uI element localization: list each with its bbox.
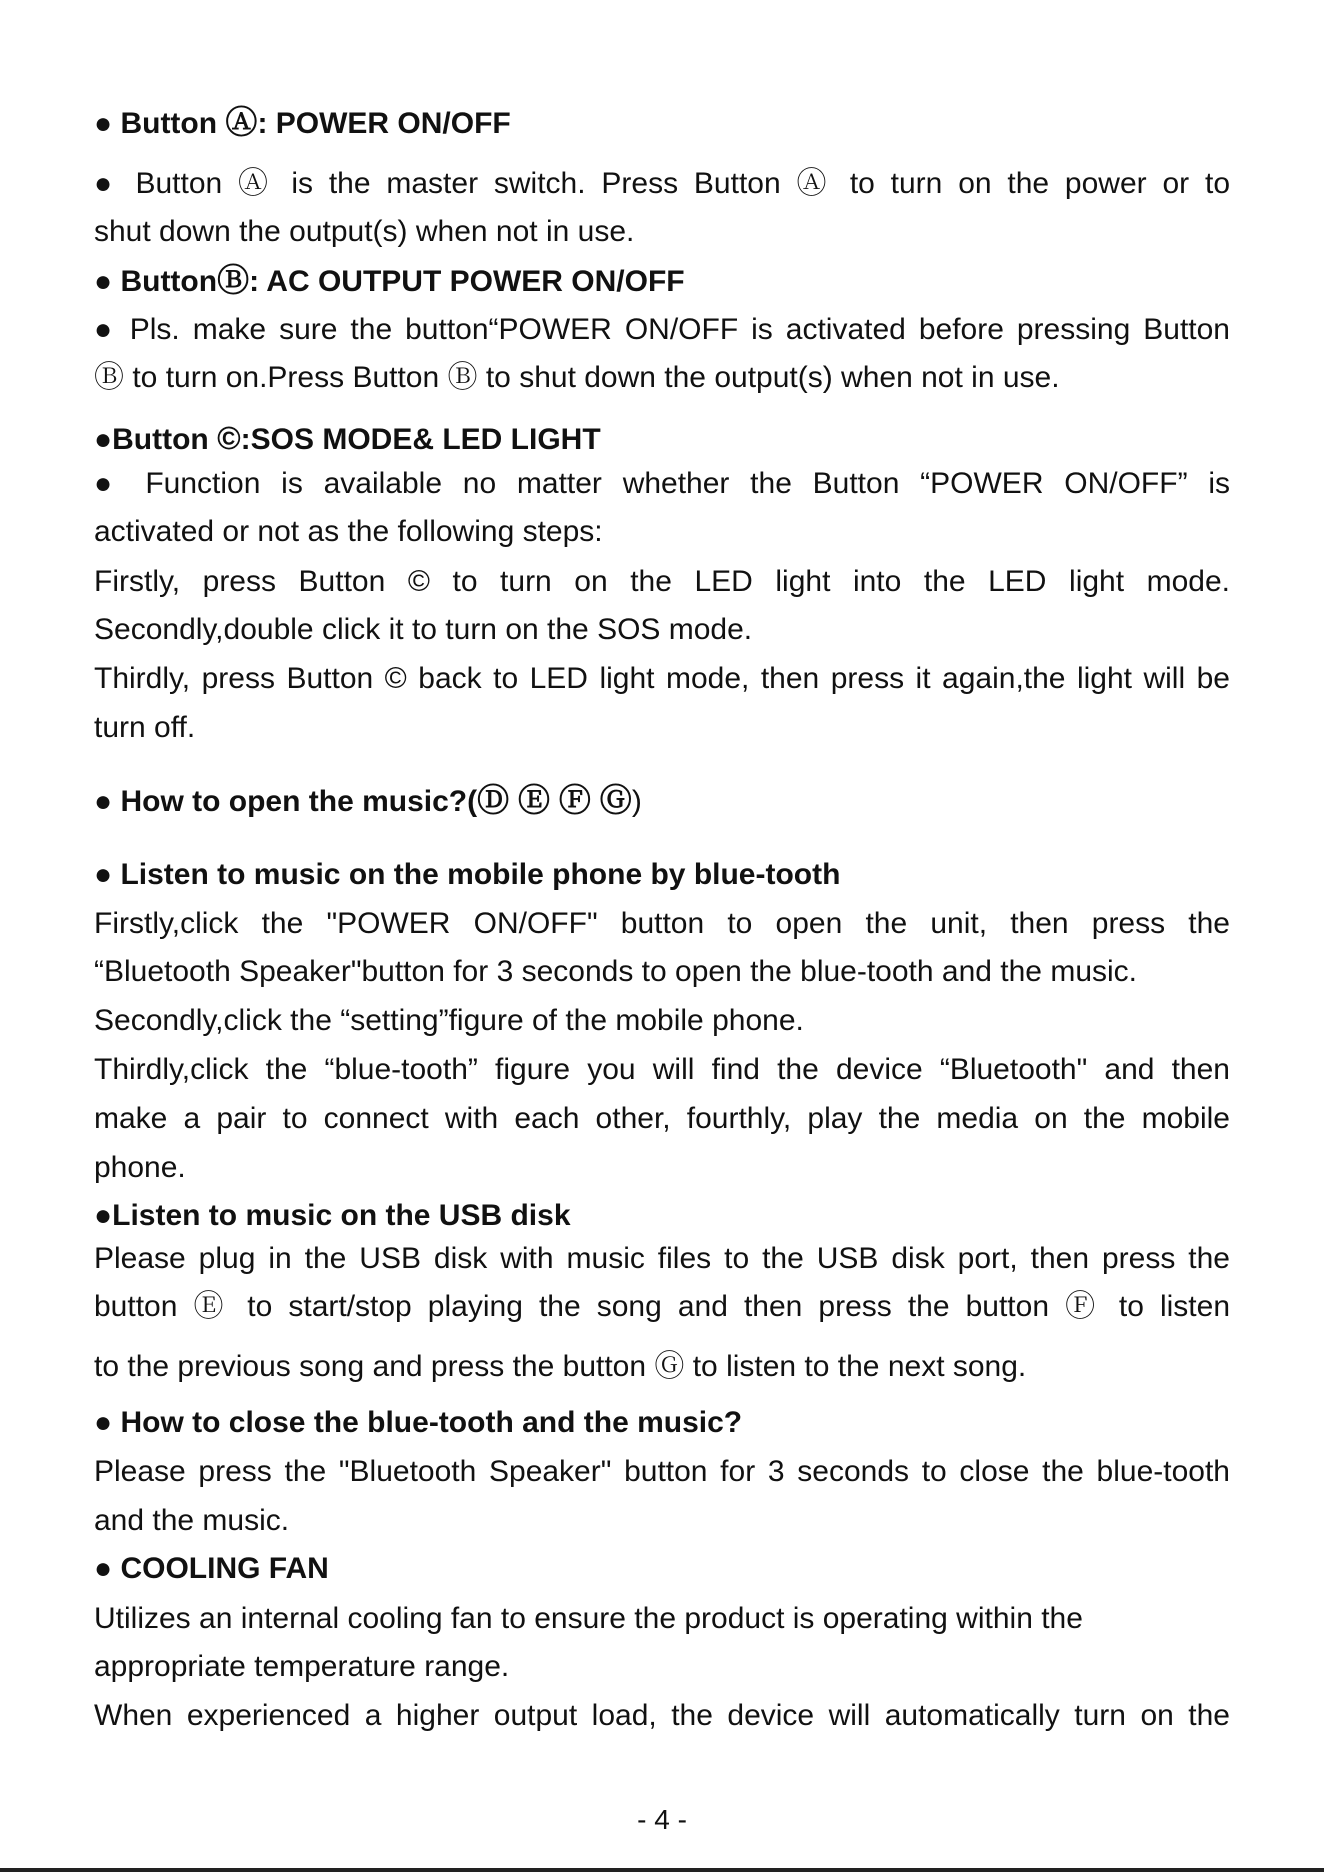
heading-prefix: ● How to open the music?( [94, 785, 478, 818]
paragraph-line: and the music. [94, 1504, 290, 1537]
page-number: - 4 - [637, 1804, 687, 1835]
paragraph-line: When experienced a higher output load, the device will automatically turn on the [94, 1699, 1230, 1732]
paragraph-line: turn off. [94, 711, 196, 744]
heading-prefix: ● Button [94, 265, 218, 298]
paragraph-line: Ⓑ to turn on.Press Button Ⓑ to shut down the output(s) when not in use. [94, 361, 1060, 394]
circle-a-icon: Ⓐ [225, 104, 258, 140]
paragraph-line: make a pair to connect with each other, fourthly, play the media on the mobile [94, 1102, 1230, 1135]
heading-prefix: ●Button [94, 423, 218, 456]
paragraph-line: Thirdly,click the “blue-tooth” figure you will find the device “Bluetooth" and then [94, 1053, 1230, 1086]
paragraph-line: Thirdly, press Button © back to LED light mode, then press it again,the light will be [94, 662, 1230, 695]
paragraph-line: ● Function is available no matter whether the Button “POWER ON/OFF” is [94, 467, 1230, 500]
heading-suffix: ) [631, 785, 642, 818]
paragraph-line: Firstly,click the "POWER ON/OFF" button to open the unit, then press the [94, 907, 1230, 940]
heading-text: : POWER ON/OFF [257, 107, 511, 140]
paragraph-line: Secondly,click the “setting”figure of the mobile phone. [94, 1004, 804, 1037]
heading-text: : AC OUTPUT POWER ON/OFF [249, 265, 685, 298]
paragraph-line: shut down the output(s) when not in use. [94, 215, 635, 248]
paragraph-line: Firstly, press Button © to turn on the LED light into the LED light mode. [94, 565, 1230, 598]
paragraph-line: Please press the "Bluetooth Speaker" button for 3 seconds to close the blue-tooth [94, 1455, 1230, 1488]
heading-close-music: ● How to close the blue-tooth and the music? [94, 1406, 743, 1439]
circle-b-icon: Ⓑ [217, 262, 250, 298]
heading-bluetooth-music: ● Listen to music on the mobile phone by blue-tooth [94, 858, 841, 891]
paragraph-line: activated or not as the following steps: [94, 515, 603, 548]
paragraph-line: Secondly,double click it to turn on the SOS mode. [94, 613, 753, 646]
paragraph-line: phone. [94, 1151, 186, 1184]
paragraph-line: button Ⓔ to start/stop playing the song and then press the button Ⓕ to listen [94, 1290, 1230, 1323]
heading-button-a [94, 102, 1230, 144]
bottom-edge-divider [0, 1868, 1324, 1872]
heading-usb-music: ●Listen to music on the USB disk [94, 1199, 571, 1232]
heading-cooling-fan: ● COOLING FAN [94, 1552, 329, 1585]
heading-button-c [94, 418, 1230, 460]
paragraph-line: ● Button Ⓐ is the master switch. Press Button Ⓐ to turn on the power or to [94, 167, 1230, 200]
heading-open-music [94, 780, 1230, 822]
paragraph-line: “Bluetooth Speaker"button for 3 seconds to open the blue-tooth and the music. [94, 955, 1137, 988]
paragraph-line: appropriate temperature range. [94, 1650, 510, 1683]
paragraph-line: Please plug in the USB disk with music files to the USB disk port, then press the [94, 1242, 1230, 1275]
circle-c-icon: © [217, 420, 241, 456]
heading-button-b [94, 260, 1230, 302]
heading-text: :SOS MODE& LED LIGHT [240, 423, 601, 456]
paragraph-line: to the previous song and press the button Ⓖ to listen to the next song. [94, 1350, 1027, 1383]
circle-d-e-f-g-icons: Ⓓ Ⓔ Ⓕ Ⓖ [477, 782, 632, 818]
paragraph-line: Utilizes an internal cooling fan to ensure the product is operating within the [94, 1602, 1083, 1635]
paragraph-line: ● Pls. make sure the button“POWER ON/OFF is activated before pressing Button [94, 313, 1230, 346]
heading-prefix: ● Button [94, 107, 226, 140]
